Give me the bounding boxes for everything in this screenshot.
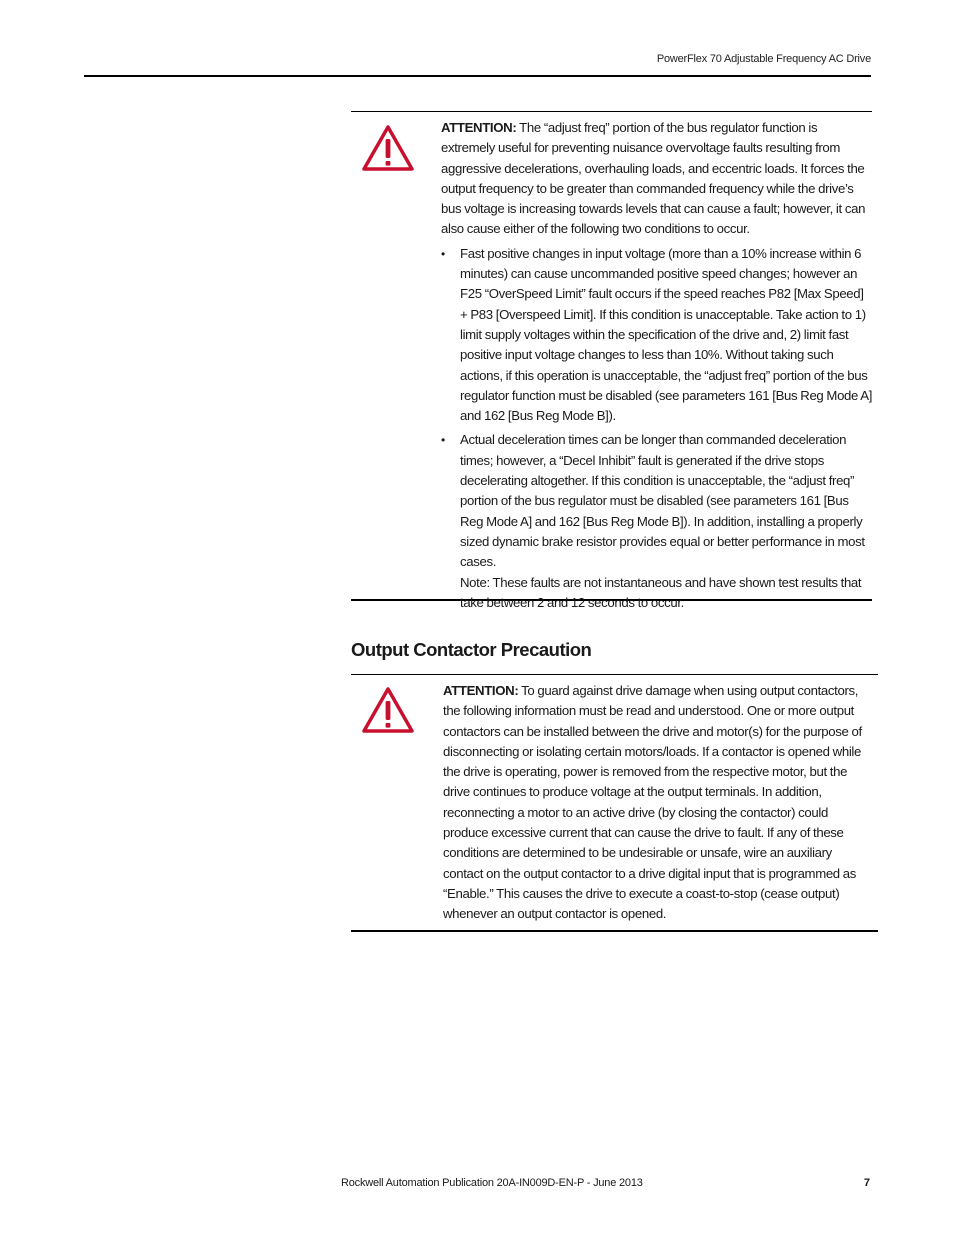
running-header: PowerFlex 70 Adjustable Frequency AC Drive	[656, 53, 871, 65]
header-rule	[84, 75, 871, 77]
warning-triangle-icon	[361, 686, 415, 734]
bullet-text-overspeed: Fast positive changes in input voltage (more than a 10% increase within 6 minutes) can cause uncommanded positive speed changes; however an F25 “OverSpeed Limit” fault occurs if the speed reaches P82 [Max Speed] + P83 [Overspeed Limit]. If this condition is unacceptable. Take action to 1) limit supply voltages within the specification of the drive and, 2) limit fast positive input voltage changes to less than 10%. Without taking such actions, if this operation is unacceptable, the “adjust freq” portion of the bus regulator function must be disabled (see parameters 161 [Bus Reg Mode A] and 162 [Bus Reg Mode B]).	[460, 245, 873, 424]
attention-content	[441, 118, 873, 617]
footer-publication: Rockwell Automation Publication 20A-IN009D-EN-P - June 2013	[341, 1177, 643, 1189]
attention-box-bus-regulator	[351, 111, 873, 610]
note-text: Note: These faults are not instantaneous and have shown test results that take between 2 and 12 seconds to occur.	[460, 574, 862, 610]
attention-content	[443, 681, 873, 925]
attention-label: ATTENTION:	[443, 683, 519, 698]
list-item	[441, 244, 873, 427]
bullet-text-decel: Actual deceleration times can be longer than commanded deceleration times; however, a “Decel Inhibit” fault is generated if the drive stops decelerating altogether. If this condition is unacceptable, the “adjust freq” portion of the bus regulator must be disabled (see parameters 161 [Bus Reg Mode A] and 162 [Bus Reg Mode B]). In addition, installing a properly sized dynamic brake resistor provides equal or better performance in most cases.	[460, 432, 865, 570]
attention-box-output-contactor	[351, 674, 878, 932]
page-number: 7	[863, 1177, 870, 1189]
list-item	[441, 430, 873, 613]
attention-text: The “adjust freq” portion of the bus regulator function is extremely useful for preventing nuisance overvoltage faults resulting from aggressive decelerations, overhauling loads, and eccentric loads. It forces the output frequency to be greater than commanded frequency while the drive’s bus voltage is increasing towards levels that can cause a fault; however, it can also cause either of the following two conditions to occur.	[441, 120, 866, 237]
attention-label: ATTENTION:	[441, 120, 517, 135]
section-heading: Output Contactor Precaution	[351, 639, 592, 660]
attention-text: To guard against drive damage when using output contactors, the following information must be read and understood. One or more output contactors can be installed between the drive and motor(s) for the purpose of disconnecting or isolating certain motors/loads. If a contactor is opened while the drive is operating, power is removed from the respective motor, but the drive continues to produce voltage at the output terminals. In addition, reconnecting a motor to an active drive (by closing the contactor) could produce excessive current that can cause the drive to fault. If any of these conditions are determined to be undesirable or unsafe, wire an auxiliary contact on the output contactor to a drive digital input that is programmed as “Enable.” This causes the drive to execute a coast-to-stop (cease output) whenever an output contactor is opened.	[443, 683, 862, 922]
warning-triangle-icon	[361, 124, 415, 172]
condition-list	[441, 244, 873, 613]
attention-paragraph	[441, 118, 873, 240]
attention-paragraph	[443, 681, 873, 925]
